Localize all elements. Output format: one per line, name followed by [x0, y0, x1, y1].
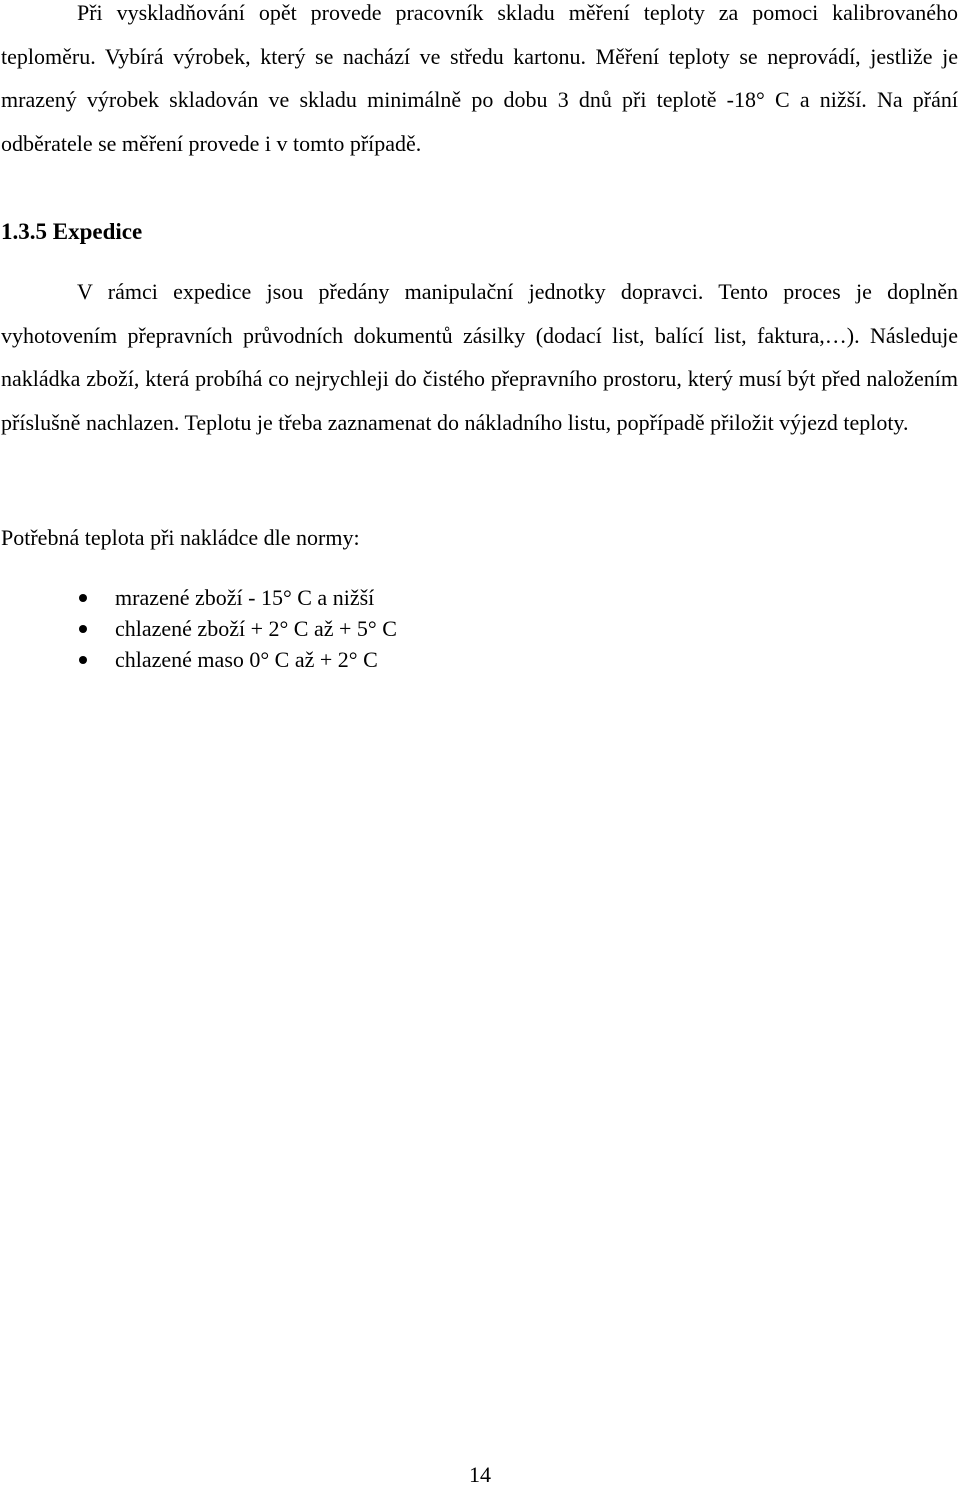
- page-number: 14: [469, 1462, 491, 1487]
- bullet-icon: [79, 656, 87, 664]
- bullet-icon: [79, 594, 87, 602]
- intro-paragraph: Při vyskladňování opět provede pracovník skladu měření teploty za pomoci kalibrovaného teploměru. Vybírá výrobek, který se nachází ve středu kartonu. Měření teploty se neprovádí, jestliže je mrazený výrobek skladován ve skladu minimálně po dobu 3 dnů při teplotě -18° C a nižší. Na přání odběratele se měření provede i v tomto případě.: [1, 0, 958, 157]
- bullet-icon: [79, 625, 87, 633]
- list-item: [0, 582, 397, 613]
- list-item: [0, 644, 397, 675]
- list-item-text: mrazené zboží - 15° C a nižší: [115, 585, 375, 610]
- temperature-list: [0, 582, 397, 675]
- section-heading: 1.3.5 Expedice: [1, 219, 143, 244]
- list-item-text: chlazené zboží + 2° C až + 5° C: [115, 616, 397, 641]
- list-item-text: chlazené maso 0° C až + 2° C: [115, 647, 378, 672]
- list-item: [0, 613, 397, 644]
- expedice-paragraph: V rámci expedice jsou předány manipulační jednotky dopravci. Tento proces je doplněn vyhotovením přepravních průvodních dokumentů zásilky (dodací list, balící list, faktura,…). Následuje nakládka zboží, která probíhá co nejrychleji do čistého přepravního prostoru, který musí být před naložením příslušně nachlazen. Teplotu je třeba zaznamenat do nákladního listu, popřípadě přiložit výjezd teploty.: [1, 279, 958, 436]
- temperature-lead: Potřebná teplota při nakládce dle normy:: [1, 525, 360, 550]
